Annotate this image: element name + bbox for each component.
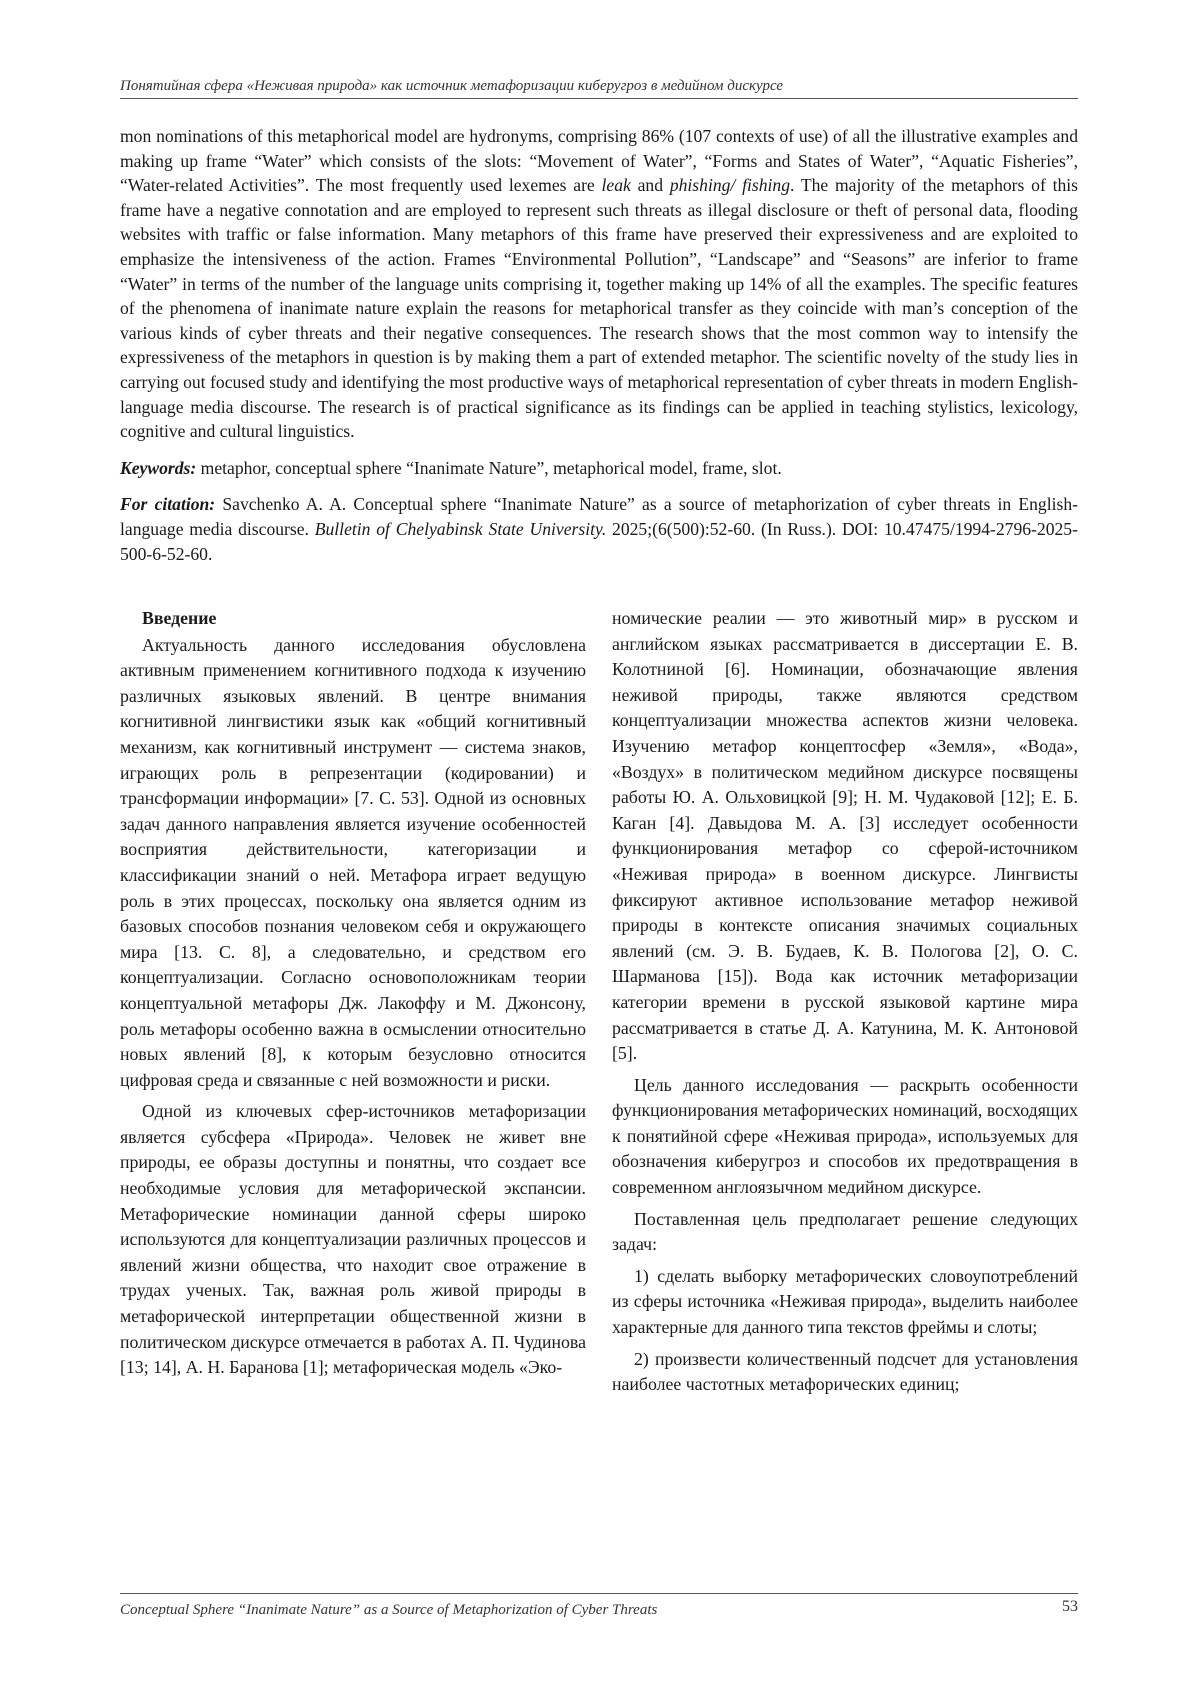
keywords <box>120 456 1078 481</box>
paragraph-continued: номические реалии — это животный мир» в русском и английском языках рассматривается в диссертации Е. В. Колотниной [6]. Номинации, обозначающие явления неживой природы, также являются средством концептуализации множества аспектов жизни человека. Изучению метафор концептосфер «Земля», «Вода», «Воздух» в политическом медийном дискурсе посвящены работы Ю. А. Ольховицкой [9]; Н. М. Чудаковой [12]; Е. Б. Каган [4]. Давыдова М. А. [3] исследует особенности функционирования метафор со сферой-источником «Неживая природа» в военном дискурсе. Лингвисты фиксируют активное использование метафор неживой природы в контексте описания значимых социальных явлений (см. Э. В. Будаев, К. В. Пологова [2], О. С. Шарманова [15]). Вода как источник метафоризации категории времени в русской языковой картине мира рассматривается в статье Д. А. Катунина, М. К. Антоновой [5]. <box>612 608 1078 1064</box>
right-column <box>612 606 1078 1404</box>
term-leak: leak <box>601 175 631 196</box>
section-heading-introduction: Введение <box>142 608 217 628</box>
footer-divider <box>120 1593 1078 1594</box>
list-item: 1) сделать выборку метафорических словоупотреблений из сферы источника «Неживая природа», выделить наиболее характерные для данного типа текстов фреймы и слоты; <box>612 1265 1078 1338</box>
citation-label: For citation: <box>120 494 216 515</box>
paragraph: Одной из ключевых сфер-источников метафоризации является субсфера «Природа». Человек не живет вне природы, ее образы доступны и понятны, что создает все необходимые условия для метафорической экспансии. Метафорические номинации данной сферы широко используются для концептуализации различных процессов и явлений жизни общества, что находит свое отражение в трудах ученых. Так, важная роль живой природы в метафорической интерпретации общественной жизни в политическом дискурсе отмечается в работах А. П. Чудинова [13; 14], А. Н. Баранова [1]; метафорическая модель «Эко- <box>120 1101 586 1378</box>
citation-text-part-1: Savchenko A. A. Conceptual sphere “Inanimate Nature” as a source of metaphorization of cyber threats in English-language media discourse. <box>120 494 1078 539</box>
paragraph: Цель данного исследования — раскрыть особенности функционирования метафорических номинаций, восходящих к понятийной сфере «Неживая природа», используемых для обозначения киберугроз и способов их предотвращения в современном англоязычном медийном дискурсе. <box>612 1074 1078 1198</box>
page-number: 53 <box>1062 1598 1078 1615</box>
running-head: Понятийная сфера «Неживая природа» как источник метафоризации киберугроз в медийном дискурсе <box>120 78 1078 99</box>
paragraph: Актуальность данного исследования обусловлена активным применением когнитивного подхода к изучению различных языковых явлений. В центре внимания когнитивной лингвистики язык как «общий когнитивный механизм, как когнитивный инструмент — система знаков, играющих роль в репрезентации (кодировании) и трансформации информации» [7. С. 53]. Одной из основных задач данного направления является изучение особенностей восприятия действительности, категоризации и классификации знаний о ней. Метафора играет ведущую роль в этих процессах, поскольку она является одним из базовых способов познания человеком себя и окружающего мира [13. С. 8], а следовательно, и средством его концептуализации. Согласно основоположникам теории концептуальной метафоры Дж. Лакоффу и М. Джонсону, роль метафоры особенно важна в осмыслении относительно новых явлений [8], к которым безусловно относится цифровая среда и связанные с ней возможности и риски. <box>120 634 586 1090</box>
abstract <box>120 124 1078 566</box>
paragraph: Поставленная цель предполагает решение следующих задач: <box>612 1208 1078 1255</box>
left-column <box>120 606 586 1387</box>
footer-title: Conceptual Sphere “Inanimate Nature” as a Source of Metaphorization of Cyber Threats <box>120 1602 658 1618</box>
citation <box>120 492 1078 566</box>
keywords-label: Keywords: <box>120 457 197 478</box>
abstract-text-part-1: mon nominations of this metaphorical model are hydronyms, comprising 86% (107 contexts of use) of all the illustrative examples and making up frame “Water” which consists of the slots: “Movement of Water”, “Forms and States of Water”, “Aquatic Fisheries”, “Water-related Activities”. The most frequently used lexemes are <box>120 126 1078 196</box>
abstract-text <box>120 124 1078 444</box>
list-item: 2) произвести количественный подсчет для установления наиболее частотных метафорических единиц; <box>612 1348 1078 1395</box>
citation-journal: Bulletin of Chelyabinsk State University. <box>314 518 607 539</box>
keywords-text: metaphor, conceptual sphere “Inanimate Nature”, metaphorical model, frame, slot. <box>196 457 782 478</box>
citation-text-part-2: 2025;(6(500):52-60. (In Russ.). DOI: 10.47475/1994-2796-2025-500-6-52-60. <box>120 518 1078 564</box>
term-phishing: phishing/ fishing <box>669 175 790 196</box>
abstract-text-part-2: . The majority of the metaphors of this frame have a negative connotation and are employed to represent such threats as illegal disclosure or theft of personal data, flooding websites with traffic or false information. Many metaphors of this frame have preserved their expressiveness and are exploited to emphasize the intensiveness of the action. Frames “Environmental Pollution”, “Landscape” and “Seasons” are inferior to frame “Water” in terms of the number of the language units comprising it, together making up 14% of all the examples. The specific features of the phenomena of inanimate nature explain the reasons for metaphorical transfer as they coincide with man’s conception of the various kinds of cyber threats and their negative consequences. The research shows that the most common way to intensify the expressiveness of the metaphors in question is by making them a part of extended metaphor. The scientific novelty of the study lies in carrying out focused study and identifying the most productive ways of metaphorical representation of cyber threats in modern English-language media discourse. The research is of practical significance as its findings can be applied in teaching stylistics, lexicology, cognitive and cultural linguistics. <box>120 175 1079 442</box>
abstract-and: and <box>630 175 670 196</box>
